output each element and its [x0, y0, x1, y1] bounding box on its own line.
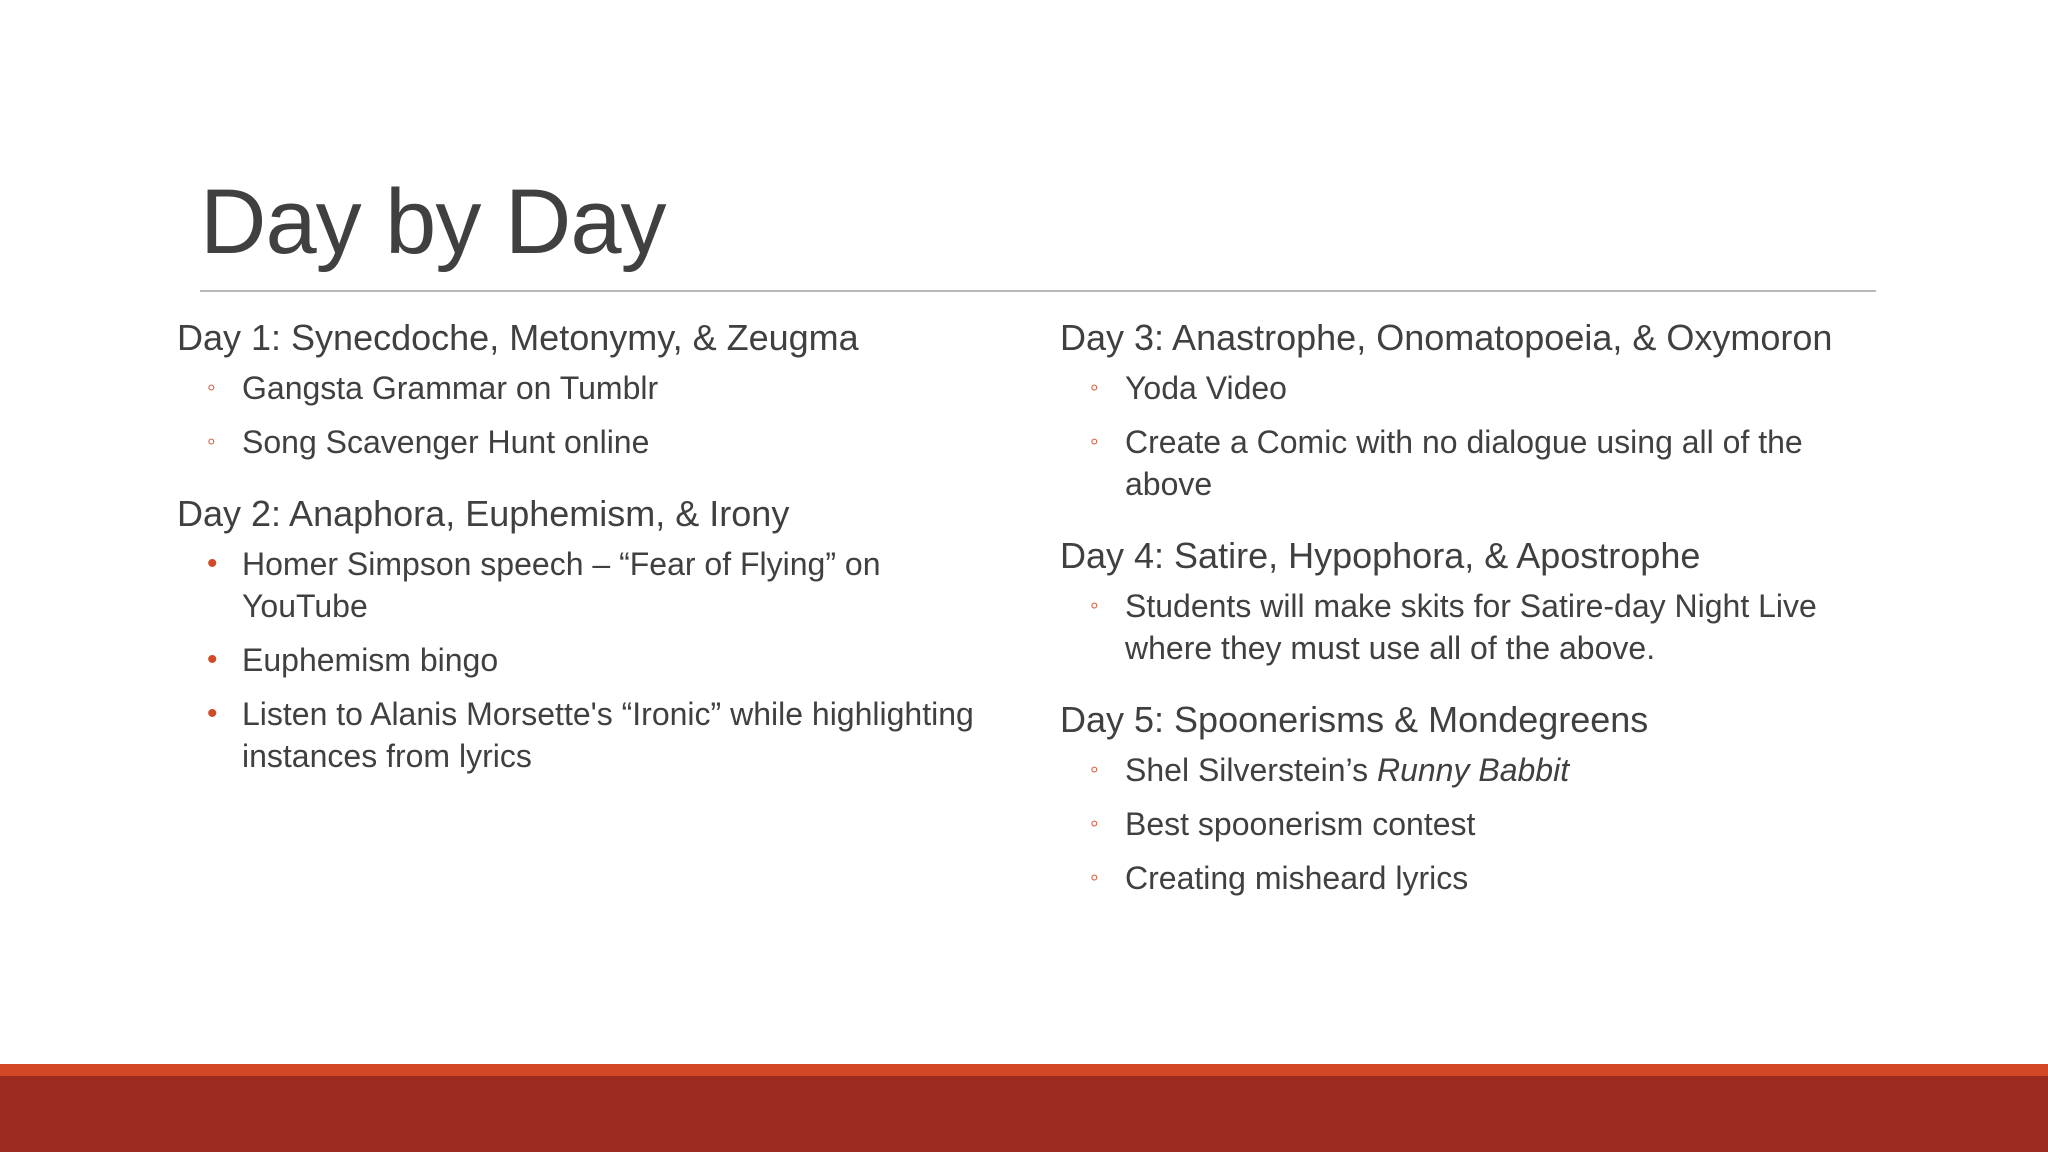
day-4-list	[1060, 585, 1890, 669]
day-3-list	[1060, 367, 1890, 505]
right-column	[1060, 315, 1890, 927]
list-item-text-prefix: Shel Silverstein’s	[1125, 752, 1377, 788]
list-item	[1060, 857, 1890, 899]
left-column	[177, 315, 977, 805]
list-item-text: Euphemism bingo	[242, 642, 499, 678]
list-item-text: Song Scavenger Hunt online	[242, 424, 650, 460]
list-item	[177, 693, 977, 777]
list-item	[177, 639, 977, 681]
day-3-section	[1060, 315, 1890, 505]
list-item-text: Create a Comic with no dialogue using all of the above	[1125, 424, 1803, 502]
day-1-section	[177, 315, 977, 463]
list-item-text: Yoda Video	[1125, 370, 1287, 406]
list-item-text: Gangsta Grammar on Tumblr	[242, 370, 659, 406]
hollow-circle-bullet-icon: ◦	[207, 374, 216, 401]
footer-accent-stripe	[0, 1064, 2048, 1076]
day-2-heading: Day 2: Anaphora, Euphemism, & Irony	[177, 493, 790, 534]
list-item	[1060, 585, 1890, 669]
list-item	[1060, 367, 1890, 409]
hollow-circle-bullet-icon: ◦	[1090, 756, 1099, 783]
hollow-circle-bullet-icon: ◦	[207, 428, 216, 455]
hollow-circle-bullet-icon: ◦	[1090, 592, 1099, 619]
day-3-heading: Day 3: Anastrophe, Onomatopoeia, & Oxymoron	[1060, 317, 1833, 358]
list-item	[1060, 749, 1890, 791]
hollow-circle-bullet-icon: ◦	[1090, 810, 1099, 837]
filled-dot-bullet-icon: •	[207, 697, 218, 730]
list-item-text: Homer Simpson speech – “Fear of Flying” on YouTube	[242, 546, 881, 624]
list-item	[1060, 803, 1890, 845]
list-item	[177, 543, 977, 627]
hollow-circle-bullet-icon: ◦	[1090, 428, 1099, 455]
hollow-circle-bullet-icon: ◦	[1090, 864, 1099, 891]
book-title: Runny Babbit	[1376, 752, 1570, 788]
day-5-section	[1060, 697, 1890, 899]
day-5-list	[1060, 749, 1890, 899]
day-1-list	[177, 367, 977, 463]
list-item-text: Best spoonerism contest	[1125, 806, 1476, 842]
list-item-text: Listen to Alanis Morsette's “Ironic” while highlighting instances from lyrics	[242, 696, 974, 774]
day-5-heading: Day 5: Spoonerisms & Mondegreens	[1060, 699, 1649, 740]
list-item-text: Creating misheard lyrics	[1125, 860, 1469, 896]
title-divider	[200, 290, 1876, 292]
footer-bar	[0, 1076, 2048, 1152]
list-item	[1060, 421, 1890, 505]
day-2-list	[177, 543, 977, 777]
slide-title: Day by Day	[200, 171, 666, 273]
day-2-section	[177, 491, 977, 777]
filled-dot-bullet-icon: •	[207, 643, 218, 676]
day-4-heading: Day 4: Satire, Hypophora, & Apostrophe	[1060, 535, 1701, 576]
filled-dot-bullet-icon: •	[207, 547, 218, 580]
day-1-heading: Day 1: Synecdoche, Metonymy, & Zeugma	[177, 317, 859, 358]
hollow-circle-bullet-icon: ◦	[1090, 374, 1099, 401]
day-4-section	[1060, 533, 1890, 669]
list-item	[177, 421, 977, 463]
list-item-text: Students will make skits for Satire-day Night Live where they must use all of the above.	[1125, 588, 1817, 666]
list-item	[177, 367, 977, 409]
